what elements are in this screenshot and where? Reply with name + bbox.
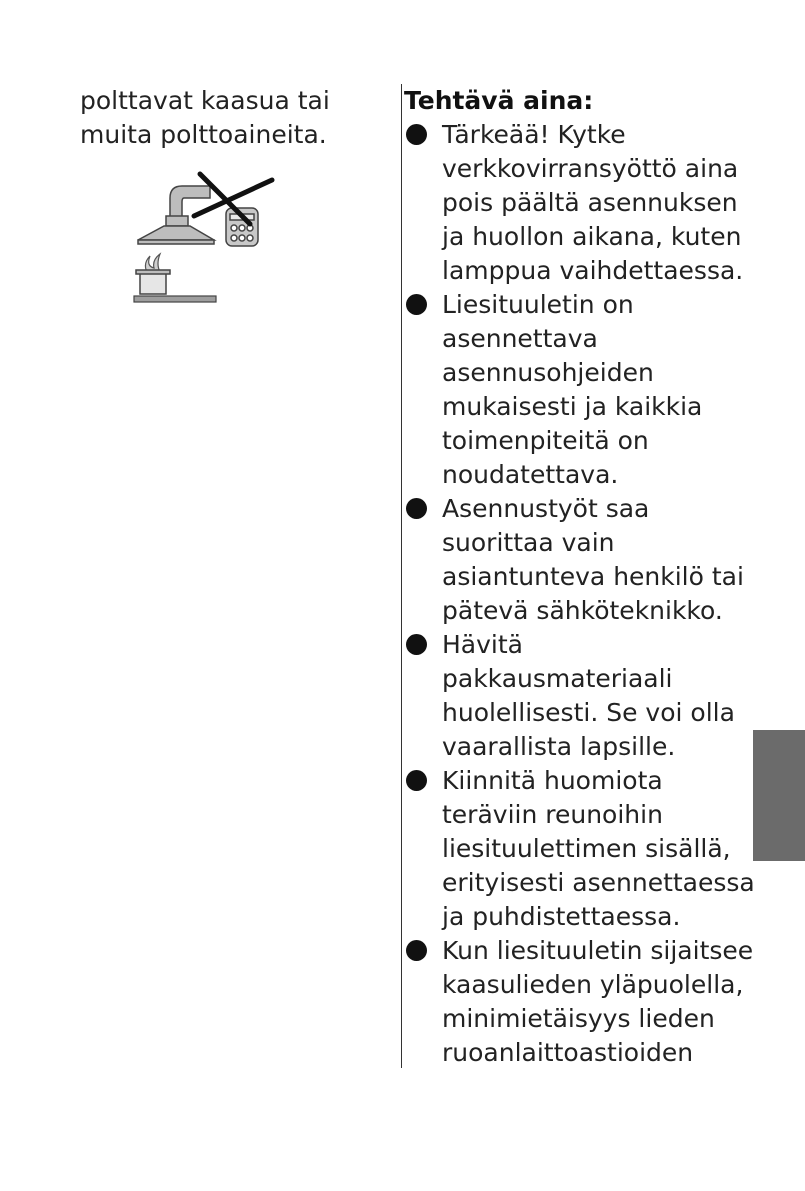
- left-text-line-2: muita polttoaineita.: [80, 120, 327, 149]
- left-text-line-1: polttavat kaasua tai: [80, 86, 330, 115]
- right-column: [404, 84, 764, 1070]
- list-item: [404, 934, 764, 1070]
- bullet-icon: [406, 498, 427, 519]
- list-item-line: Hävitä: [442, 630, 523, 659]
- list-item-line: ja huollon aikana, kuten: [442, 222, 742, 251]
- section-heading: Tehtävä aina:: [404, 86, 594, 115]
- bullet-icon: [406, 294, 427, 315]
- list-item-line: huolellisesti. Se voi olla: [442, 698, 735, 727]
- list-item-line: Tärkeää! Kytke: [442, 120, 626, 149]
- list-item: [404, 492, 764, 628]
- list-item-line: ja puhdistettaessa.: [442, 902, 681, 931]
- list-item-line: ruoanlaittoastioiden: [442, 1038, 694, 1067]
- list-item-line: Kiinnitä huomiota: [442, 766, 663, 795]
- list-item-line: Asennustyöt saa: [442, 494, 650, 523]
- list-item-line: toimenpiteitä on: [442, 426, 649, 455]
- list-item: [404, 628, 764, 764]
- list-item-line: lamppua vaihdettaessa.: [442, 256, 744, 285]
- list-item-line: pakkausmateriaali: [442, 664, 673, 693]
- bullet-icon: [406, 124, 427, 145]
- list-item: [404, 764, 764, 934]
- list-item-line: Kun liesituuletin sijaitsee: [442, 936, 754, 965]
- list-item-line: teräviin reunoihin: [442, 800, 663, 829]
- list-item-line: kaasulieden yläpuolella,: [442, 970, 744, 999]
- list-item-line: asennusohjeiden: [442, 358, 654, 387]
- list-item-line: asennettava: [442, 324, 598, 353]
- bullet-icon: [406, 770, 427, 791]
- list-item-line: suorittaa vain: [442, 528, 615, 557]
- left-column: [80, 84, 380, 152]
- column-divider: [401, 84, 402, 1068]
- list-item-line: mukaisesti ja kaikkia: [442, 392, 703, 421]
- list-item-line: verkkovirransyöttö aina: [442, 154, 739, 183]
- list-item-line: vaarallista lapsille.: [442, 732, 676, 761]
- list-item-line: asiantunteva henkilö tai: [442, 562, 744, 591]
- safety-list: [404, 118, 764, 1070]
- list-item-line: noudatettava.: [442, 460, 619, 489]
- list-item-line: minimietäisyys lieden: [442, 1004, 715, 1033]
- bullet-icon: [406, 940, 427, 961]
- chapter-tab-marker: [753, 730, 805, 861]
- list-item-line: liesituulettimen sisällä,: [442, 834, 731, 863]
- list-item-line: erityisesti asennettaessa: [442, 868, 755, 897]
- list-item: [404, 118, 764, 288]
- list-item-line: pätevä sähköteknikko.: [442, 596, 723, 625]
- list-item-line: Liesituuletin on: [442, 290, 634, 319]
- list-item-line: pois päältä asennuksen: [442, 188, 738, 217]
- no-hood-over-open-flame-icon: [130, 168, 280, 310]
- list-item: [404, 288, 764, 492]
- bullet-icon: [406, 634, 427, 655]
